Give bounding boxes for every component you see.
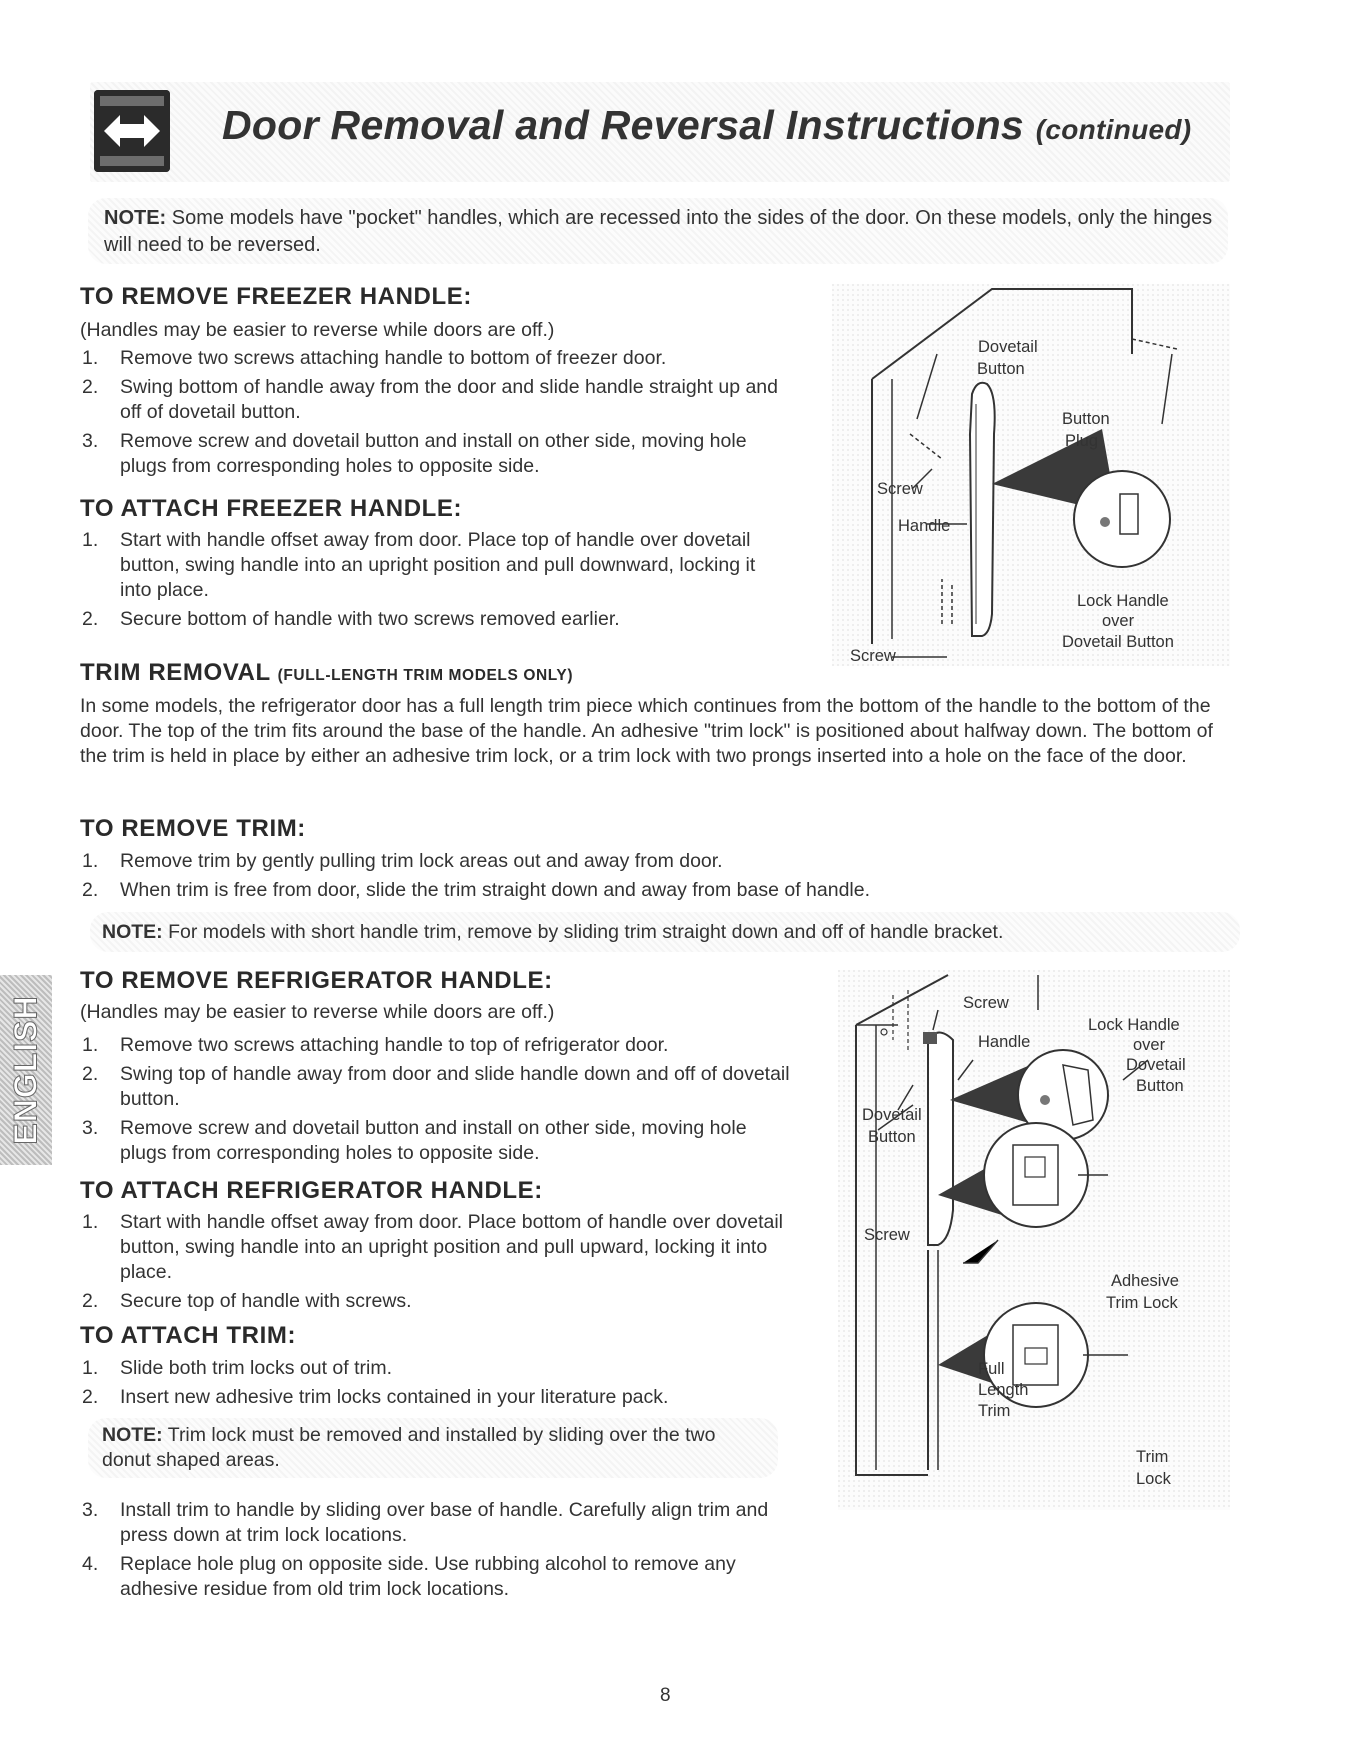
label-button-plug-1: Button xyxy=(1062,410,1110,428)
list-item: 1. Remove two screws attaching handle to bottom of freezer door. xyxy=(82,347,667,369)
list-item: 4. Replace hole plug on opposite side. Use rubbing alcohol to remove any adhesive residue from old trim lock locations. xyxy=(82,1553,736,1600)
intro-remove-refrigerator-handle: (Handles may be easier to reverse while doors are off.) xyxy=(80,1001,555,1023)
double-arrow-icon xyxy=(94,90,170,172)
label-over: over xyxy=(1133,1036,1166,1054)
label-button: Button xyxy=(977,360,1025,378)
list-item: 1. Remove two screws attaching handle to top of refrigerator door. xyxy=(82,1034,669,1056)
list-item: 2. Swing bottom of handle away from the door and slide handle straight up and off of dovetail button. xyxy=(82,376,779,423)
heading-attach-refrigerator-handle: TO ATTACH REFRIGERATOR HANDLE: xyxy=(80,1177,543,1204)
note-top-text: NOTE: Some models have "pocket" handles, which are recessed into the sides of the door. On these models, only the hinges will need to be reversed. xyxy=(104,207,1213,256)
refrigerator-handle-illustration xyxy=(838,970,1230,1510)
label-dovetail-right: Dovetail xyxy=(1126,1056,1186,1074)
label-trim-2: Trim xyxy=(1136,1448,1169,1466)
language-tab-label: ENGLISH xyxy=(7,995,44,1145)
refrigerator-handle-diagram xyxy=(838,970,1230,1510)
heading-remove-trim: TO REMOVE TRIM: xyxy=(80,815,306,842)
steps-attach-refrigerator-handle xyxy=(80,1210,790,1318)
label-lock-handle: Lock Handle xyxy=(1077,592,1169,610)
steps-remove-trim xyxy=(80,849,1180,907)
label-screw-top: Screw xyxy=(963,994,1009,1012)
trim-removal-text: In some models, the refrigerator door has a full length trim piece which continues from the bottom of the handle to the bottom of the door. The top of the trim fits around the base of the handle. An adhesive "trim lock" is positioned about halfway down. The bottom of the trim is held in place by either an adhesive trim lock, or a trim lock with two prongs inserted into a hole on the face of the door. xyxy=(80,695,1213,767)
freezer-handle-illustration xyxy=(832,284,1230,666)
label-over: over xyxy=(1102,612,1135,630)
steps-attach-trim-a xyxy=(80,1356,790,1414)
list-item: 2. Swing top of handle away from door and slide handle down and off of dovetail button. xyxy=(82,1063,790,1110)
list-item: 2. Secure top of handle with screws. xyxy=(82,1290,412,1312)
label-trim: Trim xyxy=(978,1402,1011,1420)
label-trim-lock: Trim Lock xyxy=(1106,1294,1178,1312)
label-button-left: Button xyxy=(868,1128,916,1146)
list-item: 2. Insert new adhesive trim locks contained in your literature pack. xyxy=(82,1386,669,1408)
heading-trim-removal: TRIM REMOVAL (FULL-LENGTH TRIM MODELS ONLY) xyxy=(80,659,574,686)
label-dovetail: Dovetail xyxy=(978,338,1038,356)
label-button-right: Button xyxy=(1136,1077,1184,1095)
heading-attach-trim: TO ATTACH TRIM: xyxy=(80,1322,297,1349)
label-full: Full xyxy=(978,1360,1005,1378)
list-item: 3. Remove screw and dovetail button and install on other side, moving hole plugs from corresponding holes to opposite side. xyxy=(82,1117,747,1164)
list-item: 3. Remove screw and dovetail button and install on other side, moving hole plugs from corresponding holes to opposite side. xyxy=(82,430,747,477)
freezer-handle-diagram xyxy=(832,284,1230,666)
list-item: 1. Start with handle offset away from door. Place bottom of handle over dovetail button, swing handle into an upright position and pull upward, locking it into place. xyxy=(82,1211,784,1283)
list-item: 2. Secure bottom of handle with two screws removed earlier. xyxy=(82,608,620,630)
intro-remove-freezer-handle: (Handles may be easier to reverse while doors are off.) xyxy=(80,319,555,341)
label-dovetail-left: Dovetail xyxy=(862,1106,922,1124)
list-item: 1. Remove trim by gently pulling trim lock areas out and away from door. xyxy=(82,850,723,872)
label-screw-bottom: Screw xyxy=(850,647,896,665)
steps-remove-refrigerator-handle xyxy=(80,1033,790,1170)
label-lock-handle: Lock Handle xyxy=(1088,1016,1180,1034)
steps-attach-freezer-handle xyxy=(80,528,770,636)
note-label: NOTE: xyxy=(104,207,167,229)
heading-remove-refrigerator-handle: TO REMOVE REFRIGERATOR HANDLE: xyxy=(80,967,553,994)
note-label: NOTE: xyxy=(102,1424,163,1446)
label-adhesive: Adhesive xyxy=(1111,1272,1179,1290)
list-item: 1. Start with handle offset away from door. Place top of handle over dovetail button, swing handle into an upright position and pull downward, locking it into place. xyxy=(82,529,756,601)
list-item: 2. When trim is free from door, slide the trim straight down and away from base of handle. xyxy=(82,879,871,901)
note-trim-text: NOTE: For models with short handle trim, remove by sliding trim straight down and off of handle bracket. xyxy=(102,921,1004,943)
label-plug: Plug xyxy=(1065,432,1099,450)
heading-trim-removal-sub: (FULL-LENGTH TRIM MODELS ONLY) xyxy=(277,667,574,684)
heading-remove-freezer-handle: TO REMOVE FREEZER HANDLE: xyxy=(80,283,472,310)
page-number: 8 xyxy=(660,1685,671,1706)
label-handle: Handle xyxy=(978,1033,1031,1051)
note-attach-trim-text: NOTE: Trim lock must be removed and installed by sliding over the two donut shaped areas. xyxy=(102,1424,716,1471)
steps-attach-trim-b xyxy=(80,1498,790,1606)
label-length: Length xyxy=(978,1381,1029,1399)
note-label: NOTE: xyxy=(102,921,163,943)
page-title: Door Removal and Reversal Instructions (continued) xyxy=(222,102,1192,148)
list-item: 3. Install trim to handle by sliding over base of handle. Carefully align trim and press down at trim lock locations. xyxy=(82,1499,769,1546)
label-lock-2: Lock xyxy=(1136,1470,1171,1488)
label-dovetail-button: Dovetail Button xyxy=(1062,633,1174,651)
label-screw-top: Screw xyxy=(877,480,923,498)
page-header xyxy=(90,82,1230,182)
label-screw-left: Screw xyxy=(864,1226,910,1244)
label-handle: Handle xyxy=(898,517,951,535)
heading-attach-freezer-handle: TO ATTACH FREEZER HANDLE: xyxy=(80,495,463,522)
list-item: 1. Slide both trim locks out of trim. xyxy=(82,1357,393,1379)
steps-remove-freezer-handle xyxy=(80,346,790,483)
page-title-suffix: (continued) xyxy=(1035,114,1192,145)
